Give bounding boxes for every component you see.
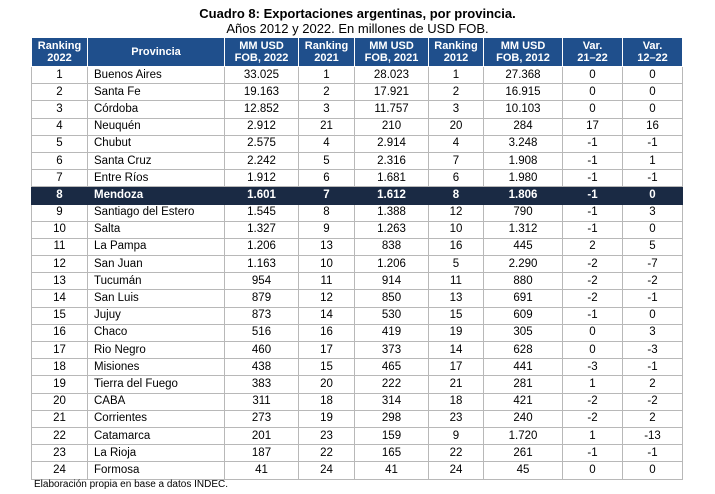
cell-fob-2021: 465 xyxy=(355,359,429,376)
cell-rank-2012: 19 xyxy=(429,324,484,341)
header-provincia: Provincia xyxy=(88,38,225,67)
cell-var-21-22: -1 xyxy=(563,152,623,169)
exports-table xyxy=(31,37,683,480)
cell-rank-2022: 18 xyxy=(32,359,88,376)
cell-provincia: Buenos Aires xyxy=(88,67,225,84)
cell-rank-2012: 14 xyxy=(429,342,484,359)
cell-provincia: Tucumán xyxy=(88,273,225,290)
cell-rank-2021: 20 xyxy=(299,376,355,393)
cell-var-12-22: -1 xyxy=(623,445,683,462)
cell-rank-2012: 12 xyxy=(429,204,484,221)
table-row xyxy=(32,462,683,479)
cell-rank-2021: 14 xyxy=(299,307,355,324)
cell-rank-2012: 4 xyxy=(429,135,484,152)
cell-fob-2021: 210 xyxy=(355,118,429,135)
cell-fob-2022: 41 xyxy=(225,462,299,479)
table-row xyxy=(32,187,683,204)
cell-fob-2012: 1.980 xyxy=(484,170,563,187)
cell-rank-2022: 17 xyxy=(32,342,88,359)
cell-provincia: Córdoba xyxy=(88,101,225,118)
cell-var-12-22: -7 xyxy=(623,256,683,273)
cell-provincia: Chubut xyxy=(88,135,225,152)
cell-fob-2012: 10.103 xyxy=(484,101,563,118)
cell-rank-2021: 23 xyxy=(299,427,355,444)
cell-rank-2022: 8 xyxy=(32,187,88,204)
table-row xyxy=(32,290,683,307)
table-row xyxy=(32,67,683,84)
table-row xyxy=(32,307,683,324)
cell-var-21-22: -1 xyxy=(563,307,623,324)
table-row xyxy=(32,359,683,376)
cell-rank-2021: 1 xyxy=(299,67,355,84)
cell-rank-2021: 9 xyxy=(299,221,355,238)
cell-fob-2012: 1.908 xyxy=(484,152,563,169)
cell-var-12-22: 0 xyxy=(623,221,683,238)
cell-rank-2021: 4 xyxy=(299,135,355,152)
cell-var-12-22: -13 xyxy=(623,427,683,444)
table-row xyxy=(32,342,683,359)
cell-rank-2022: 10 xyxy=(32,221,88,238)
cell-var-21-22: -3 xyxy=(563,359,623,376)
cell-fob-2021: 530 xyxy=(355,307,429,324)
cell-fob-2021: 1.206 xyxy=(355,256,429,273)
cell-var-21-22: -1 xyxy=(563,135,623,152)
cell-var-12-22: 0 xyxy=(623,84,683,101)
cell-provincia: San Luis xyxy=(88,290,225,307)
cell-fob-2022: 1.206 xyxy=(225,238,299,255)
cell-var-12-22: 0 xyxy=(623,67,683,84)
cell-rank-2021: 17 xyxy=(299,342,355,359)
header-ranking-2012: Ranking 2012 xyxy=(429,38,484,67)
table-row xyxy=(32,256,683,273)
cell-rank-2021: 6 xyxy=(299,170,355,187)
cell-var-21-22: -2 xyxy=(563,256,623,273)
cell-fob-2021: 222 xyxy=(355,376,429,393)
cell-rank-2012: 23 xyxy=(429,410,484,427)
cell-rank-2012: 17 xyxy=(429,359,484,376)
cell-fob-2021: 373 xyxy=(355,342,429,359)
cell-rank-2021: 7 xyxy=(299,187,355,204)
cell-rank-2012: 11 xyxy=(429,273,484,290)
table-title: Cuadro 8: Exportaciones argentinas, por provincia. xyxy=(199,6,516,21)
header-row xyxy=(32,38,683,67)
cell-fob-2021: 1.263 xyxy=(355,221,429,238)
cell-fob-2021: 1.612 xyxy=(355,187,429,204)
cell-fob-2022: 954 xyxy=(225,273,299,290)
table-body xyxy=(32,67,683,480)
cell-rank-2012: 7 xyxy=(429,152,484,169)
cell-var-21-22: -1 xyxy=(563,187,623,204)
cell-var-12-22: 1 xyxy=(623,152,683,169)
cell-var-21-22: -1 xyxy=(563,445,623,462)
footnote: Elaboración propia en base a datos INDEC. xyxy=(34,479,229,490)
cell-fob-2012: 16.915 xyxy=(484,84,563,101)
cell-var-21-22: 17 xyxy=(563,118,623,135)
cell-fob-2021: 838 xyxy=(355,238,429,255)
cell-rank-2012: 3 xyxy=(429,101,484,118)
cell-fob-2012: 305 xyxy=(484,324,563,341)
header-ranking-2021: Ranking 2021 xyxy=(299,38,355,67)
cell-provincia: Mendoza xyxy=(88,187,225,204)
cell-provincia: La Pampa xyxy=(88,238,225,255)
cell-provincia: Catamarca xyxy=(88,427,225,444)
cell-rank-2012: 24 xyxy=(429,462,484,479)
cell-fob-2021: 1.681 xyxy=(355,170,429,187)
table-row xyxy=(32,135,683,152)
cell-rank-2022: 12 xyxy=(32,256,88,273)
cell-fob-2021: 17.921 xyxy=(355,84,429,101)
cell-fob-2021: 298 xyxy=(355,410,429,427)
cell-rank-2021: 2 xyxy=(299,84,355,101)
cell-rank-2022: 23 xyxy=(32,445,88,462)
cell-rank-2022: 22 xyxy=(32,427,88,444)
cell-var-12-22: -1 xyxy=(623,359,683,376)
cell-fob-2021: 28.023 xyxy=(355,67,429,84)
cell-fob-2012: 421 xyxy=(484,393,563,410)
cell-fob-2022: 460 xyxy=(225,342,299,359)
cell-rank-2022: 21 xyxy=(32,410,88,427)
cell-var-12-22: -1 xyxy=(623,135,683,152)
cell-fob-2022: 383 xyxy=(225,376,299,393)
table-row xyxy=(32,221,683,238)
cell-fob-2012: 3.248 xyxy=(484,135,563,152)
cell-rank-2012: 2 xyxy=(429,84,484,101)
cell-rank-2022: 4 xyxy=(32,118,88,135)
cell-fob-2012: 45 xyxy=(484,462,563,479)
cell-provincia: Neuquén xyxy=(88,118,225,135)
cell-rank-2022: 6 xyxy=(32,152,88,169)
table-row xyxy=(32,410,683,427)
cell-var-12-22: -2 xyxy=(623,273,683,290)
cell-provincia: Rio Negro xyxy=(88,342,225,359)
cell-fob-2021: 914 xyxy=(355,273,429,290)
cell-var-12-22: -2 xyxy=(623,393,683,410)
cell-fob-2022: 516 xyxy=(225,324,299,341)
table-row xyxy=(32,393,683,410)
cell-rank-2021: 10 xyxy=(299,256,355,273)
cell-rank-2022: 2 xyxy=(32,84,88,101)
cell-fob-2022: 2.912 xyxy=(225,118,299,135)
cell-var-21-22: -2 xyxy=(563,273,623,290)
cell-var-12-22: 16 xyxy=(623,118,683,135)
cell-rank-2022: 24 xyxy=(32,462,88,479)
cell-fob-2012: 441 xyxy=(484,359,563,376)
cell-provincia: Santa Cruz xyxy=(88,152,225,169)
cell-rank-2012: 5 xyxy=(429,256,484,273)
cell-var-21-22: -2 xyxy=(563,410,623,427)
cell-fob-2012: 691 xyxy=(484,290,563,307)
cell-var-12-22: -1 xyxy=(623,290,683,307)
cell-rank-2022: 1 xyxy=(32,67,88,84)
cell-rank-2022: 20 xyxy=(32,393,88,410)
cell-provincia: La Rioja xyxy=(88,445,225,462)
cell-rank-2022: 19 xyxy=(32,376,88,393)
cell-fob-2022: 19.163 xyxy=(225,84,299,101)
cell-fob-2022: 879 xyxy=(225,290,299,307)
cell-rank-2012: 21 xyxy=(429,376,484,393)
header-var-12-22: Var. 12–22 xyxy=(623,38,683,67)
cell-var-21-22: 0 xyxy=(563,101,623,118)
cell-var-12-22: -3 xyxy=(623,342,683,359)
cell-fob-2022: 2.575 xyxy=(225,135,299,152)
cell-fob-2022: 33.025 xyxy=(225,67,299,84)
cell-fob-2022: 1.601 xyxy=(225,187,299,204)
cell-fob-2022: 273 xyxy=(225,410,299,427)
cell-fob-2021: 41 xyxy=(355,462,429,479)
cell-var-12-22: 0 xyxy=(623,101,683,118)
cell-rank-2021: 8 xyxy=(299,204,355,221)
cell-fob-2022: 873 xyxy=(225,307,299,324)
cell-var-21-22: 2 xyxy=(563,238,623,255)
cell-fob-2022: 1.327 xyxy=(225,221,299,238)
cell-fob-2012: 281 xyxy=(484,376,563,393)
table-row xyxy=(32,204,683,221)
cell-fob-2012: 628 xyxy=(484,342,563,359)
cell-rank-2021: 12 xyxy=(299,290,355,307)
cell-var-21-22: -2 xyxy=(563,393,623,410)
cell-var-21-22: 0 xyxy=(563,84,623,101)
cell-rank-2021: 5 xyxy=(299,152,355,169)
cell-fob-2012: 880 xyxy=(484,273,563,290)
cell-rank-2022: 9 xyxy=(32,204,88,221)
cell-fob-2021: 314 xyxy=(355,393,429,410)
cell-rank-2012: 16 xyxy=(429,238,484,255)
cell-rank-2021: 24 xyxy=(299,462,355,479)
cell-rank-2021: 18 xyxy=(299,393,355,410)
cell-rank-2012: 20 xyxy=(429,118,484,135)
cell-rank-2022: 13 xyxy=(32,273,88,290)
cell-rank-2012: 6 xyxy=(429,170,484,187)
header-fob-2022: MM USD FOB, 2022 xyxy=(225,38,299,67)
cell-rank-2021: 16 xyxy=(299,324,355,341)
cell-var-12-22: 0 xyxy=(623,307,683,324)
cell-fob-2012: 1.312 xyxy=(484,221,563,238)
cell-var-12-22: 0 xyxy=(623,462,683,479)
header-fob-2012: MM USD FOB, 2012 xyxy=(484,38,563,67)
cell-rank-2021: 19 xyxy=(299,410,355,427)
cell-fob-2021: 850 xyxy=(355,290,429,307)
cell-rank-2021: 13 xyxy=(299,238,355,255)
cell-rank-2022: 5 xyxy=(32,135,88,152)
table-row xyxy=(32,324,683,341)
cell-provincia: Tierra del Fuego xyxy=(88,376,225,393)
cell-var-12-22: 2 xyxy=(623,410,683,427)
cell-var-21-22: 0 xyxy=(563,462,623,479)
cell-provincia: Santiago del Estero xyxy=(88,204,225,221)
cell-var-12-22: 3 xyxy=(623,324,683,341)
table-row xyxy=(32,376,683,393)
cell-fob-2012: 1.806 xyxy=(484,187,563,204)
table-row xyxy=(32,152,683,169)
cell-rank-2012: 9 xyxy=(429,427,484,444)
cell-var-12-22: 3 xyxy=(623,204,683,221)
cell-var-21-22: -1 xyxy=(563,221,623,238)
cell-rank-2021: 22 xyxy=(299,445,355,462)
cell-var-21-22: 0 xyxy=(563,342,623,359)
cell-rank-2021: 21 xyxy=(299,118,355,135)
cell-fob-2021: 419 xyxy=(355,324,429,341)
cell-var-21-22: 1 xyxy=(563,376,623,393)
cell-provincia: San Juan xyxy=(88,256,225,273)
table-row xyxy=(32,84,683,101)
table-row xyxy=(32,238,683,255)
cell-fob-2012: 445 xyxy=(484,238,563,255)
cell-provincia: Entre Ríos xyxy=(88,170,225,187)
cell-fob-2012: 284 xyxy=(484,118,563,135)
header-fob-2021: MM USD FOB, 2021 xyxy=(355,38,429,67)
cell-var-12-22: 2 xyxy=(623,376,683,393)
cell-fob-2022: 201 xyxy=(225,427,299,444)
cell-fob-2022: 12.852 xyxy=(225,101,299,118)
cell-var-21-22: 0 xyxy=(563,67,623,84)
table-row xyxy=(32,273,683,290)
cell-fob-2012: 609 xyxy=(484,307,563,324)
cell-fob-2022: 1.912 xyxy=(225,170,299,187)
header-var-21-22: Var. 21–22 xyxy=(563,38,623,67)
cell-rank-2012: 18 xyxy=(429,393,484,410)
cell-fob-2022: 187 xyxy=(225,445,299,462)
cell-var-21-22: -1 xyxy=(563,170,623,187)
cell-fob-2012: 261 xyxy=(484,445,563,462)
cell-provincia: Jujuy xyxy=(88,307,225,324)
cell-fob-2021: 2.914 xyxy=(355,135,429,152)
cell-rank-2022: 7 xyxy=(32,170,88,187)
cell-rank-2012: 22 xyxy=(429,445,484,462)
cell-rank-2022: 14 xyxy=(32,290,88,307)
cell-rank-2021: 11 xyxy=(299,273,355,290)
cell-var-21-22: -2 xyxy=(563,290,623,307)
cell-rank-2012: 8 xyxy=(429,187,484,204)
cell-rank-2012: 15 xyxy=(429,307,484,324)
cell-rank-2012: 13 xyxy=(429,290,484,307)
cell-provincia: Santa Fe xyxy=(88,84,225,101)
cell-provincia: Chaco xyxy=(88,324,225,341)
cell-var-21-22: -1 xyxy=(563,204,623,221)
cell-fob-2022: 311 xyxy=(225,393,299,410)
cell-rank-2021: 3 xyxy=(299,101,355,118)
cell-fob-2012: 790 xyxy=(484,204,563,221)
cell-rank-2012: 10 xyxy=(429,221,484,238)
cell-var-12-22: -1 xyxy=(623,170,683,187)
cell-fob-2012: 1.720 xyxy=(484,427,563,444)
cell-rank-2022: 16 xyxy=(32,324,88,341)
table-row xyxy=(32,118,683,135)
cell-rank-2022: 15 xyxy=(32,307,88,324)
cell-rank-2021: 15 xyxy=(299,359,355,376)
table-row xyxy=(32,427,683,444)
cell-fob-2021: 1.388 xyxy=(355,204,429,221)
cell-fob-2012: 27.368 xyxy=(484,67,563,84)
table-subtitle: Años 2012 y 2022. En millones de USD FOB. xyxy=(226,21,489,36)
table-row xyxy=(32,170,683,187)
cell-fob-2022: 1.545 xyxy=(225,204,299,221)
cell-provincia: Misiones xyxy=(88,359,225,376)
table-row xyxy=(32,101,683,118)
cell-var-12-22: 5 xyxy=(623,238,683,255)
cell-fob-2012: 240 xyxy=(484,410,563,427)
cell-fob-2021: 159 xyxy=(355,427,429,444)
cell-rank-2012: 1 xyxy=(429,67,484,84)
cell-fob-2021: 165 xyxy=(355,445,429,462)
cell-fob-2012: 2.290 xyxy=(484,256,563,273)
cell-fob-2022: 438 xyxy=(225,359,299,376)
cell-provincia: Formosa xyxy=(88,462,225,479)
cell-var-21-22: 0 xyxy=(563,324,623,341)
cell-provincia: Corrientes xyxy=(88,410,225,427)
cell-fob-2021: 2.316 xyxy=(355,152,429,169)
cell-provincia: CABA xyxy=(88,393,225,410)
cell-rank-2022: 3 xyxy=(32,101,88,118)
cell-fob-2022: 2.242 xyxy=(225,152,299,169)
table-row xyxy=(32,445,683,462)
cell-fob-2021: 11.757 xyxy=(355,101,429,118)
cell-fob-2022: 1.163 xyxy=(225,256,299,273)
cell-rank-2022: 11 xyxy=(32,238,88,255)
cell-var-21-22: 1 xyxy=(563,427,623,444)
cell-provincia: Salta xyxy=(88,221,225,238)
header-ranking-2022: Ranking 2022 xyxy=(32,38,88,67)
cell-var-12-22: 0 xyxy=(623,187,683,204)
